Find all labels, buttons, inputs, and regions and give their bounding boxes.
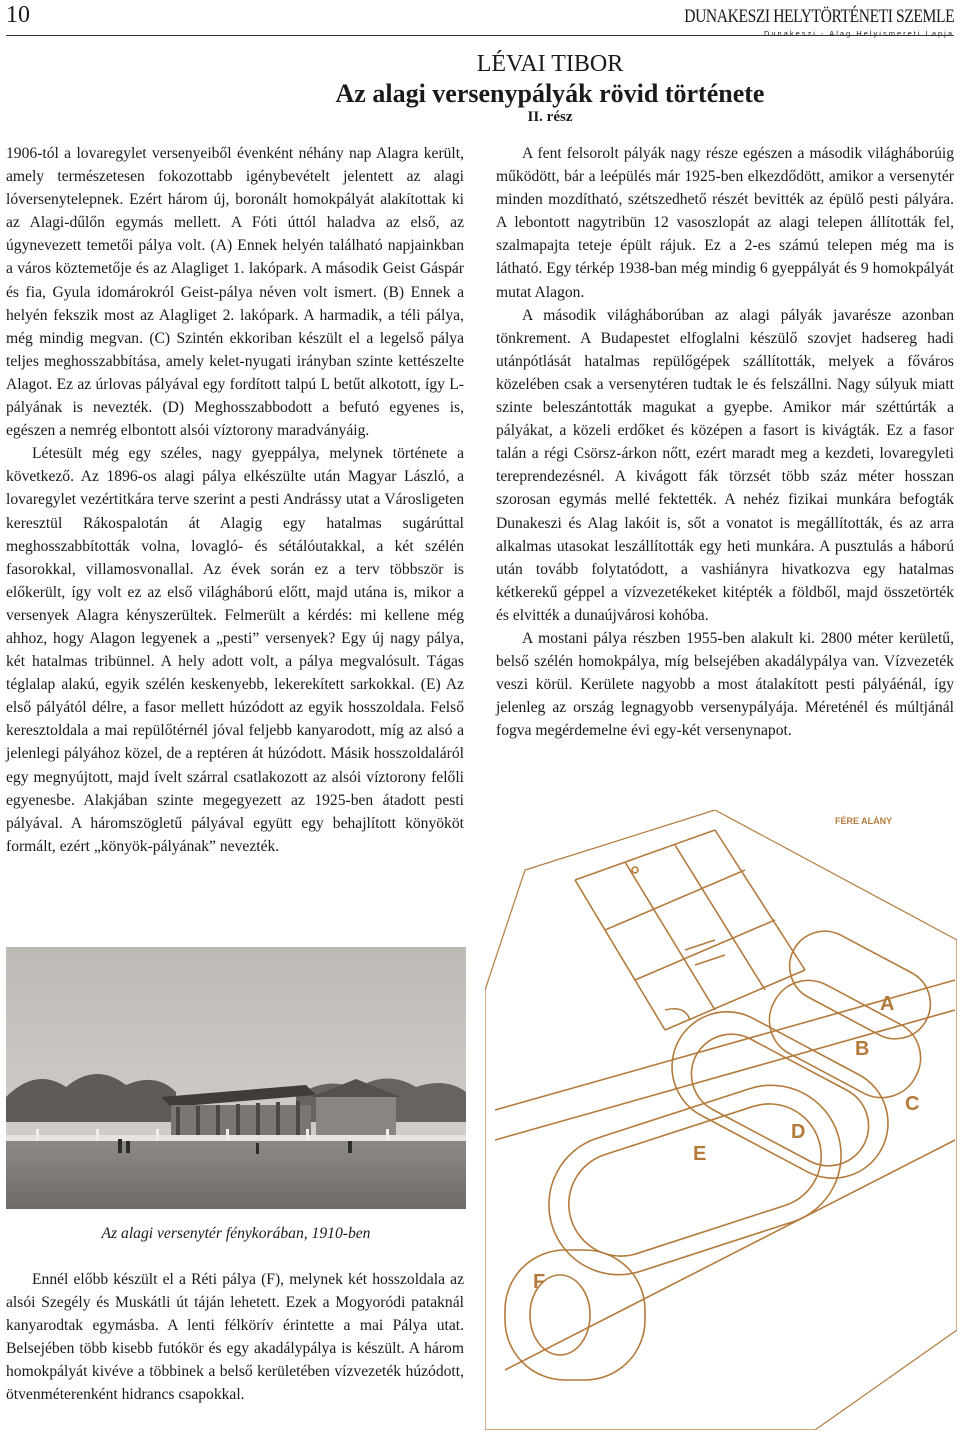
map-label-e: E xyxy=(693,1143,707,1165)
racecourse-map-image xyxy=(485,810,957,1430)
photo-caption: Az alagi versenytér fénykorában, 1910-ben xyxy=(101,1225,371,1242)
racecourse-photo-image xyxy=(6,947,466,1209)
map-label-c: C xyxy=(905,1093,920,1115)
map-label-d: D xyxy=(791,1121,806,1143)
map-label-a: A xyxy=(880,993,895,1015)
left-column xyxy=(6,142,464,858)
article-heading xyxy=(0,50,960,126)
map-label-f: F xyxy=(533,1271,546,1293)
article-title: Az alagi versenypályák rövid története xyxy=(335,79,765,108)
paragraph: 1906-tól a lovaregylet versenyeiből évenként néhány nap Alagra került, amely természetesen fokozottabb igénybevételt jelentett az alagi lóversenytelepnek. Ezért három új, boronált homokpályát alakítottak ki az Alagi-dűlőn egymás mellett. A Fóti úttól haladva az első, az úgynevezett temetői pálya volt. (A) Ennek helyén található napjainkban a város köztemetője és az Alagliget 1. lakópark. A második Geist Gáspár és fia, Gyula idomárokról Geist-pálya néven volt ismert. (B) Ennek a helyén fekszik most az Alagliget 2. lakópark. A harmadik, a téli pálya, még mindig megvan. (C) Szintén ekkoriban készült el a legelső pálya teljes meghosszabbítása, amely kelet-nyugati irányban szinte kettészelte Alagot. Ez az úrlovas pályával egy fordított talpú L betűt alkotott, így L-pályának is nevezték. (D) Meghosszabbodott a befutó egyenes is, egészen a nemrég elbontott alsói víztorony maradványáig. xyxy=(6,145,464,440)
map-corner-label: FÉRE ALÁNY xyxy=(835,816,893,826)
paragraph: A második világháborúban az alagi pályák javarésze azonban tönkrement. A Budapestet elfoglalni készülő szovjet hadsereg hadi utánpótlását hatalmas repülőgépek szállították, melyek a főváros közelében csak a versenytéren tudtak le és felszállni. Nagy súlyuk miatt szinte beleszántották magukat a gyepbe. Amikor már széttúrták a pályákat, a közeli erdőket és középen a fasort is kivágták. Ez a fasor talán a régi Csörsz-árkon nőtt, ezért maradt meg a kezdeti, lovaregyleti tereprendezésnél. A kivágott fák törzsét több száz méter hosszan szorosan egymás mellé fektették. A nehéz fizikai munkára befogták Dunakeszi és Alag lakóit is, sőt a vonatot is megállították, és az arra alkalmas utasokat leszállították egy heti munkára. A pusztulás a háború után tovább folytatódott, a vashiányra hivatkozva egy hatalmas kétkerekű géppel a vízvezetékeket kitépték a földből, majd összetörték és elvitték a dunaújvárosi kohóba. xyxy=(496,306,954,624)
map-label-b: B xyxy=(855,1038,870,1060)
article-author: LÉVAI TIBOR xyxy=(476,51,624,77)
masthead-subtitle: Dunakeszi - Alag Helyismereti Lapja xyxy=(763,29,954,38)
article-part: II. rész xyxy=(527,109,573,125)
paragraph: A mostani pálya részben 1955-ben alakult ki. 2800 méter kerületű, belső szélén homokpálya, míg belsejében akadálypálya van. Vízvezeték veszi körül. Kerülete nagyobb a most átalakított pesti pályáénál, így jelenleg az ország legnagyobb versenypályája. Méreténél és múltjánál fogva megérdemelne évi egy-két versenynapot. xyxy=(496,629,954,740)
paragraph: Ennél előbb készült el a Réti pálya (F), melynek két hosszoldala az alsói Szegély és Muskátli út táján lehetett. Ezek a Mogyoródi pataknál kanyarodtak egymásba. A lenti félkörív érintette a mai Pálya utat. Belsejében több kisebb futókör és egy akadálypálya is készült. A három homokpályát kivéve a többinek a belső kerületében vízvezeték húzódott, ötvenméterenként hidrancs csapokkal. xyxy=(6,1271,464,1404)
header-rule xyxy=(6,35,954,36)
racecourse-photo xyxy=(6,947,466,1209)
bottom-column xyxy=(6,1268,464,1407)
page-number: 10 xyxy=(6,2,30,28)
paragraph: A fent felsorolt pályák nagy része egészen a második világháborúig működött, bár a leépülés már 1925-ben elkezdődött, amikor a versenytér minden mozdítható, szétszedhető részét bevitték az épülő pesti pályára. A lebontott nagytribün 12 vasoszlopát az alagi telepen állították fel, szalmapajta teteje épült rájuk. Ez a 2-es számú telepen még ma is látható. Egy térkép 1938-ban még mindig 6 gyeppályát és 9 homokpályát mutat Alagon. xyxy=(496,145,954,301)
paragraph: Létesült még egy széles, nagy gyeppálya, melynek története a következő. Az 1896-os alagi pálya elkészülte után Magyar László, a lovaregylet vezértitkára terve szerint a pesti Andrássy utat a Városligeten keresztül Rákospalotán át Alagig egy hatalmas sugárúttal meghosszabbították volna, lovagló- és sétálóutakkal, a két szélén fasorokkal, villamosvonallal. Az évek során ez a terv többször is előkerült, így volt ez az első világháború előtt, majd utána is, mikor a versenyek Alagra kényszerültek. Felmerült a kérdés: mi kellene még ahhoz, hogy Alagon legyenek a „pesti” versenyek? Egy új nagy pálya, két hatalmas tribünnel. A hely adott volt, a pálya megvalósult. Tágas téglalap alakú, egyik szélén keskenyebb, lekerekített sarkokkal. (E) Az első pályától délre, a fasor mellett húzódott az egyik hosszoldala. Felső keresztoldala a mai repülőtérnél jóval feljebb kanyarodott, míg az alsó a jelenlegi pályához közel, de a reptéren át húzódott. Másik hosszoldaláról egy megnyújtott, majd ívelt szárral csatlakozott az alsói víztorony felőli egyenesbe. Alakjában szinte megegyezett az 1925-ben átadott pesti pályával. A háromszögletű pályával együtt egy behajlított könyököt formált, ezért „könyök-pályának” nevezték. xyxy=(6,445,464,855)
masthead-title: DUNAKESZI HELYTÖRTÉNETI SZEMLE xyxy=(684,6,954,27)
racecourse-map xyxy=(485,810,957,1430)
masthead xyxy=(625,6,954,38)
right-column xyxy=(496,142,954,742)
